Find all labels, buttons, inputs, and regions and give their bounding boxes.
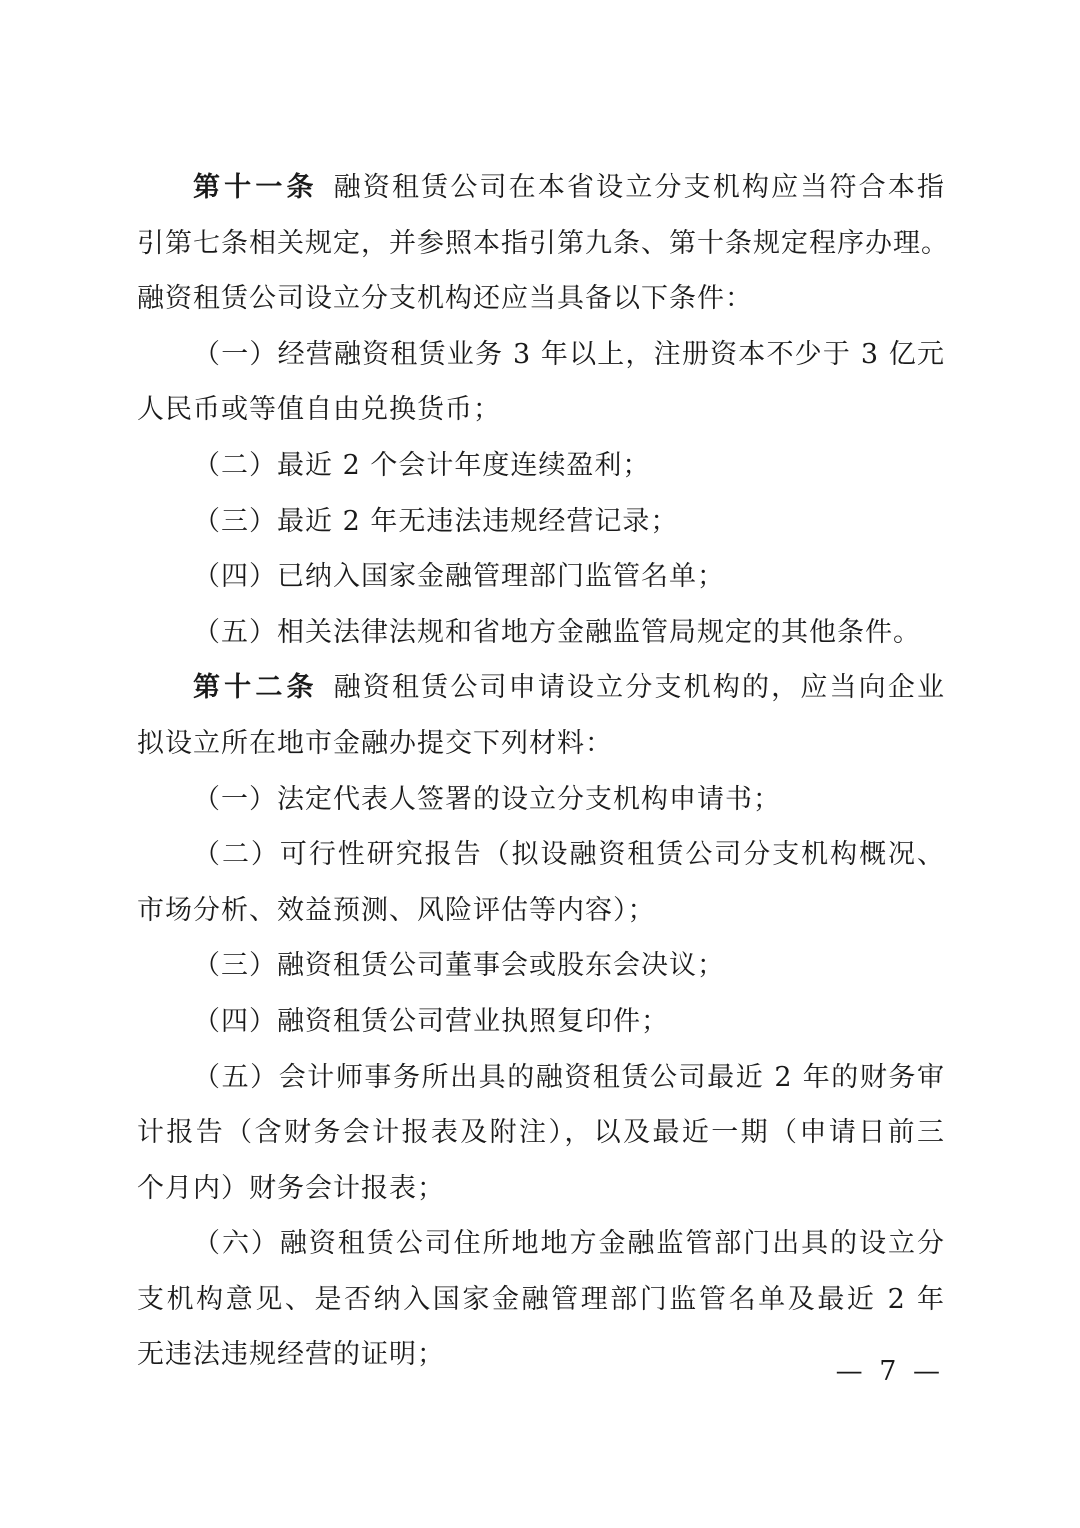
line-text: （一）经营融资租赁业务 3 年以上，注册资本不少于 3 亿元 (193, 338, 945, 370)
text-line (137, 1105, 945, 1161)
article-line (137, 660, 945, 716)
text-line (137, 271, 945, 327)
text-line (137, 827, 945, 883)
article-line (137, 160, 945, 216)
text-line (137, 1050, 945, 1106)
line-text: 无违法违规经营的证明； (137, 1339, 445, 1371)
line-text: （四）已纳入国家金融管理部门监管名单； (193, 561, 725, 593)
line-text: （一）法定代表人签署的设立分支机构申请书； (193, 783, 781, 815)
text-line (137, 605, 945, 661)
text-line (137, 382, 945, 438)
text-line (137, 1216, 945, 1272)
line-text: （三）最近 2 年无违法违规经营记录； (193, 505, 679, 537)
text-line (137, 494, 945, 550)
line-text: （五）相关法律法规和省地方金融监管局规定的其他条件。 (193, 616, 921, 648)
line-text: 支机构意见、是否纳入国家金融管理部门监管名单及最近 2 年 (137, 1283, 945, 1315)
text-line (137, 327, 945, 383)
page-number: — 7 — (835, 1356, 944, 1387)
article-number: 第十二条 (193, 672, 318, 704)
text-line (137, 994, 945, 1050)
text-line (137, 772, 945, 828)
line-text: 个月内）财务会计报表； (137, 1172, 445, 1204)
line-text: 拟设立所在地市金融办提交下列材料： (137, 727, 613, 759)
line-text: （四）融资租赁公司营业执照复印件； (193, 1005, 669, 1037)
text-line (137, 1327, 945, 1383)
line-text: （六）融资租赁公司住所地地方金融监管部门出具的设立分 (193, 1228, 945, 1260)
text-line (137, 1272, 945, 1328)
line-text: 融资租赁公司设立分支机构还应当具备以下条件： (137, 283, 753, 315)
document-body (137, 160, 949, 1383)
text-line (137, 438, 945, 494)
text-line (137, 216, 949, 272)
line-text: （二）最近 2 个会计年度连续盈利； (193, 449, 651, 481)
text-line (137, 1161, 945, 1217)
text-line (137, 938, 945, 994)
article-number: 第十一条 (193, 172, 318, 203)
line-text: 市场分析、效益预测、风险评估等内容）； (137, 894, 656, 926)
line-text: 引第七条相关规定，并参照本指引第九条、第十条规定程序办理。 (137, 227, 949, 259)
text-line (137, 883, 945, 939)
text-line (137, 716, 945, 772)
text-line (137, 549, 945, 605)
line-text: 融资租赁公司在本省设立分支机构应当符合本指 (333, 172, 946, 203)
line-text: （五）会计师事务所出具的融资租赁公司最近 2 年的财务审 (193, 1061, 945, 1093)
line-text: （二）可行性研究报告（拟设融资租赁公司分支机构概况、 (193, 839, 945, 871)
line-text: 计报告（含财务会计报表及附注），以及最近一期（申请日前三 (137, 1117, 945, 1149)
line-text: 融资租赁公司申请设立分支机构的，应当向企业 (333, 672, 946, 704)
line-text: 人民币或等值自由兑换货币； (137, 394, 501, 426)
line-text: （三）融资租赁公司董事会或股东会决议； (193, 950, 725, 982)
